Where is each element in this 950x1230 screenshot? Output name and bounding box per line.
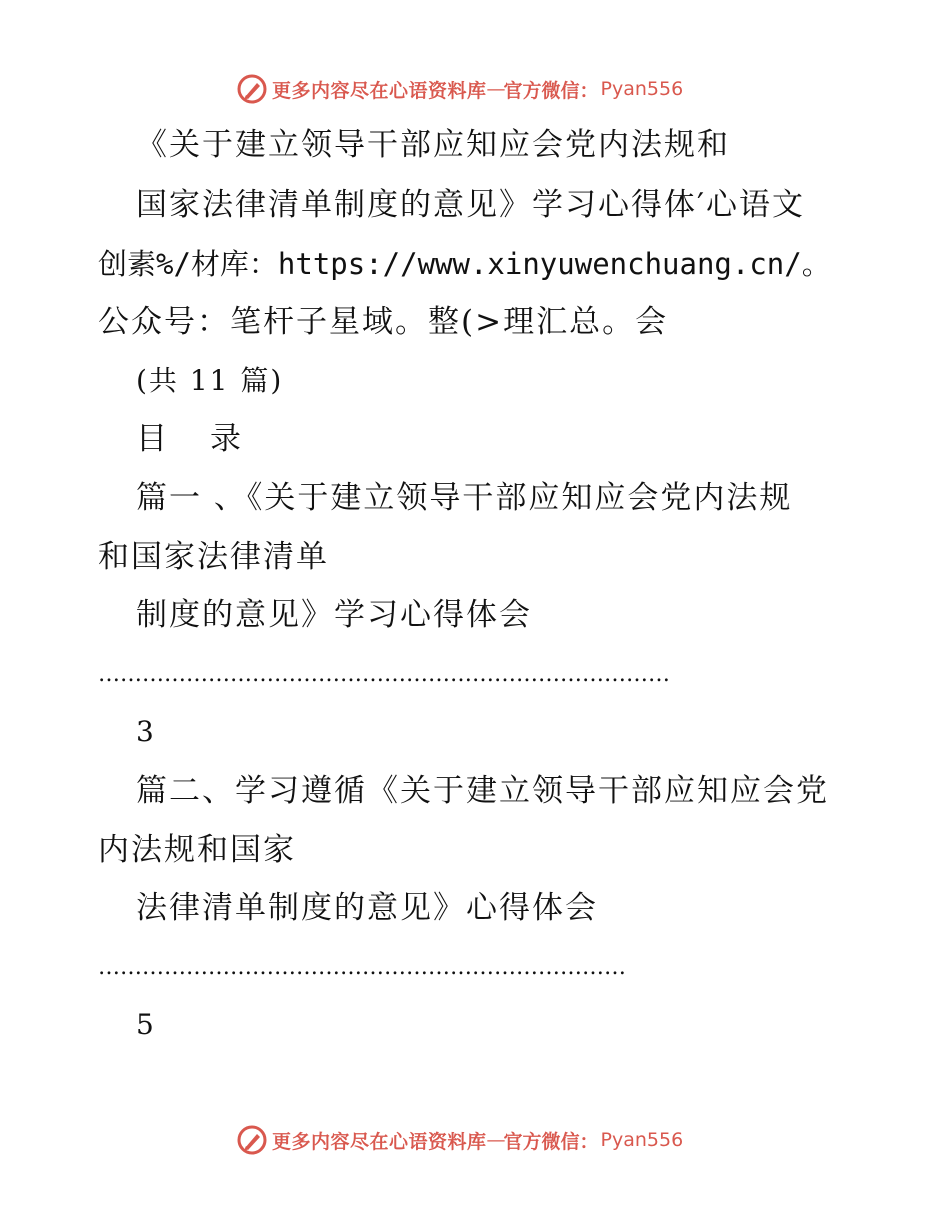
doc-title-line-4: 公众号：笔杆子星域。整(>理汇总。会 (98, 304, 669, 340)
watermark-dash: — (486, 1129, 504, 1151)
toc-heading: 目 录 (136, 421, 247, 457)
toc-entry-1-line-3: 制度的意见》学习心得体会 (136, 597, 532, 633)
toc-entry-1-page: 3 (136, 715, 156, 748)
watermark-text: 更多内容尽在心语资料库 (272, 79, 487, 102)
watermark-wechat-label: 官方微信： (503, 1130, 599, 1153)
doc-title-line-2: 国家法律清单制度的意见》学习心得体′心语文 (136, 187, 806, 223)
toc-entry-1-leader-dots: …………………………………………………………………… (98, 662, 670, 687)
toc-entry-2-page: 5 (136, 1008, 156, 1041)
watermark-wechat-id: Pyan556 (600, 1129, 684, 1151)
toc-entry-1-line-1: 篇一 、《关于建立领导干部应知应会党内法规 (136, 480, 793, 516)
toc-entry-2-leader-dots: ……………………………………………………………… (98, 955, 626, 980)
pen-logo-icon (236, 73, 268, 105)
watermark-footer (236, 1122, 683, 1158)
doc-article-count: (共 11 篇) (136, 364, 284, 397)
watermark-wechat-id: Pyan556 (600, 78, 684, 100)
doc-title-line-3: 创素%/材库：https://www.xinyuwenchuang.cn/。 (98, 247, 831, 281)
toc-entry-2-line-3: 法律清单制度的意见》心得体会 (136, 890, 598, 926)
watermark-header (236, 71, 683, 107)
watermark-dash: — (486, 78, 504, 100)
doc-title-line-1: 《关于建立领导干部应知应会党内法规和 (136, 127, 730, 163)
toc-entry-2-line-2: 内法规和国家 (98, 832, 296, 868)
toc-entry-1-line-2: 和国家法律清单 (98, 539, 329, 575)
toc-entry-2-line-1: 篇二、学习遵循《关于建立领导干部应知应会党 (136, 773, 829, 809)
watermark-text: 更多内容尽在心语资料库 (272, 1130, 487, 1153)
pen-logo-icon (236, 1124, 268, 1156)
watermark-wechat-label: 官方微信： (503, 79, 599, 102)
